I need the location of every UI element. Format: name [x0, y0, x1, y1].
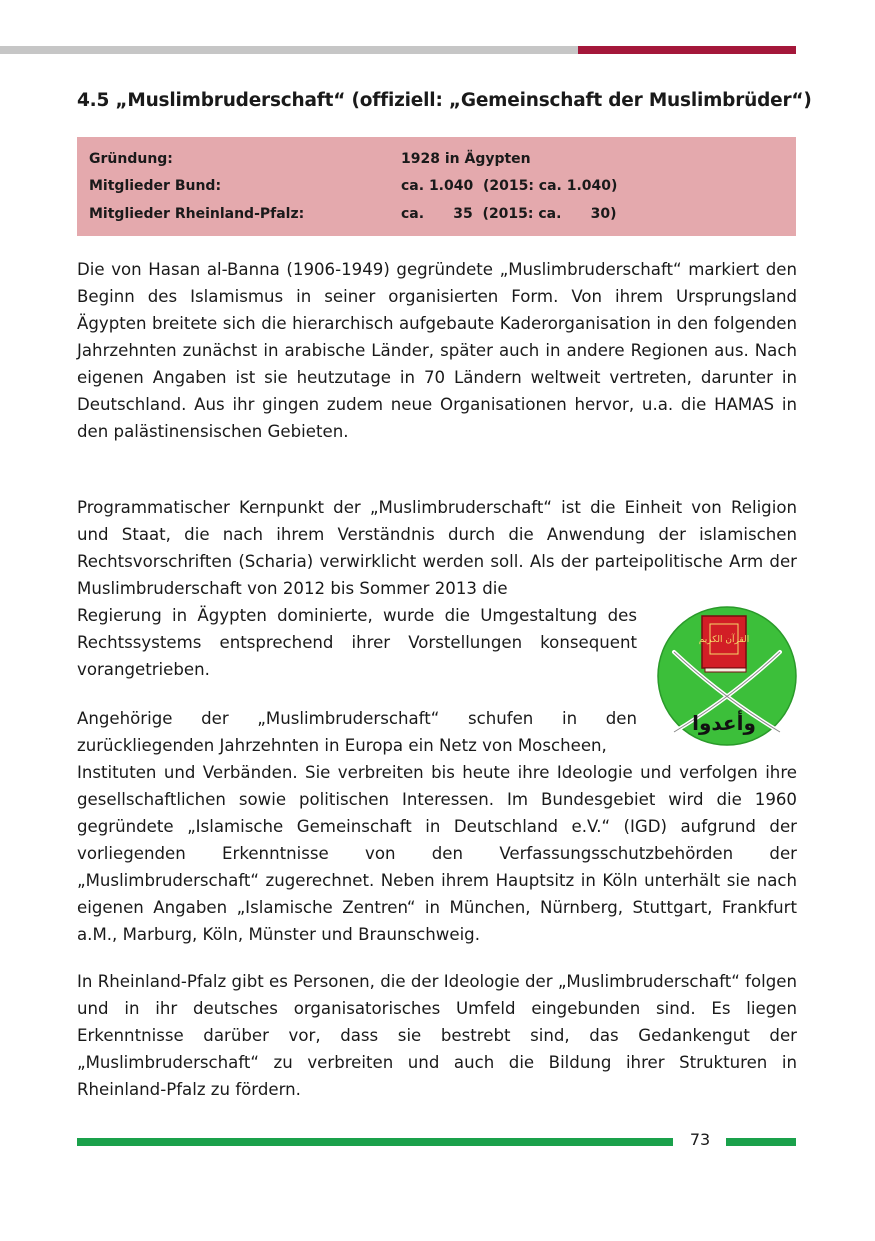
emblem-motto-text: وأعدوا — [692, 711, 756, 735]
paragraph-2-continued — [77, 602, 637, 683]
paragraph-3-start — [77, 705, 637, 759]
fact-value: ca. 1.040 (2015: ca. 1.040) — [401, 178, 618, 194]
bottom-rule-right — [726, 1138, 796, 1146]
paragraph-text: In Rheinland-Pfalz gibt es Personen, die der Ideologie der „Muslimbruderschaft“ folgen und in ihr deutsches organisatorisches Umfeld eingebunden sind. Es liegen Erkenntnisse darüber vor, dass sie bestrebt sind, das Gedankengut der „Muslimbruderschaft“ zu verbreiten und auch die Bildung ihrer Strukturen in Rheinland-Pfalz zu fördern. — [77, 972, 797, 1099]
paragraph-2 — [77, 494, 797, 602]
top-rule-red — [578, 46, 796, 54]
paragraph-text: Die von Hasan al-Banna (1906-1949) gegründete „Muslimbruderschaft“ markiert den Beginn des Islamismus in seiner organisierten Form. Von ihrem Ursprungsland Ägypten breitete sich die hierarchisch aufgebaute Kaderorganisation in den folgenden Jahrzehnten zunächst in arabische Länder, später auch in andere Regionen aus. Nach eigenen Angaben ist sie heutzutage in 70 Ländern weltweit vertreten, darunter in Deutschland. Aus ihr gingen zudem neue Organisationen hervor, u.a. die HAMAS in den palästinensischen Gebieten. — [77, 260, 797, 441]
fact-value: 1928 in Ägypten — [401, 151, 531, 167]
paragraph-text: Programmatischer Kernpunkt der „Muslimbruderschaft“ ist die Einheit von Religion und Staat, die nach ihrem Verständnis durch die Anwendung der islamischen Rechtsvorschriften (Scharia) verwirklicht werden soll. Als der parteipolitische Arm der Muslimbruderschaft von 2012 bis Sommer 2013 die — [77, 498, 797, 598]
paragraph-4 — [77, 968, 797, 1103]
paragraph-text: Regierung in Ägypten dominierte, wurde die Umgestaltung des Rechtssystems entsprechend ihrer Vorstellungen konsequent vorangetrieben. — [77, 606, 637, 679]
fact-label: Mitglieder Bund: — [89, 178, 222, 194]
top-rule-grey — [0, 46, 578, 54]
fact-box — [77, 137, 796, 236]
fact-value: ca. 35 (2015: ca. 30) — [401, 206, 617, 222]
paragraph-text: Instituten und Verbänden. Sie verbreiten bis heute ihre Ideologie und verfolgen ihre gesellschaftlichen sowie politischen Interessen. Im Bundesgebiet wird die 1960 gegründete „Islamische Gemeinschaft in Deutschland e.V.“ (IGD) aufgrund der vorliegenden Erkenntnisse von den Verfassungsschutzbehörden der „Muslimbruderschaft“ zugerechnet. Neben ihrem Hauptsitz in Köln unterhält sie nach eigenen Angaben „Islamische Zentren“ in München, Nürnberg, Stuttgart, Frankfurt a.M., Marburg, Köln, Münster und Braunschweig. — [77, 763, 797, 944]
fact-label: Mitglieder Rheinland-Pfalz: — [89, 206, 305, 222]
paragraph-3-continued — [77, 759, 797, 948]
muslim-brotherhood-emblem-icon — [652, 602, 802, 750]
paragraph-1 — [77, 256, 797, 445]
section-heading: 4.5 „Muslimbruderschaft“ (offiziell: „Gemeinschaft der Muslimbrüder“) — [77, 90, 812, 111]
page-number: 73 — [689, 1130, 711, 1149]
bottom-rule-left — [77, 1138, 673, 1146]
fact-label: Gründung: — [89, 151, 173, 167]
paragraph-text: Angehörige der „Muslimbruderschaft“ schufen in den zurückliegenden Jahrzehnten in Europa ein Netz von Moscheen, — [77, 709, 637, 755]
emblem-book-text: القرآن الكريم — [698, 635, 750, 645]
